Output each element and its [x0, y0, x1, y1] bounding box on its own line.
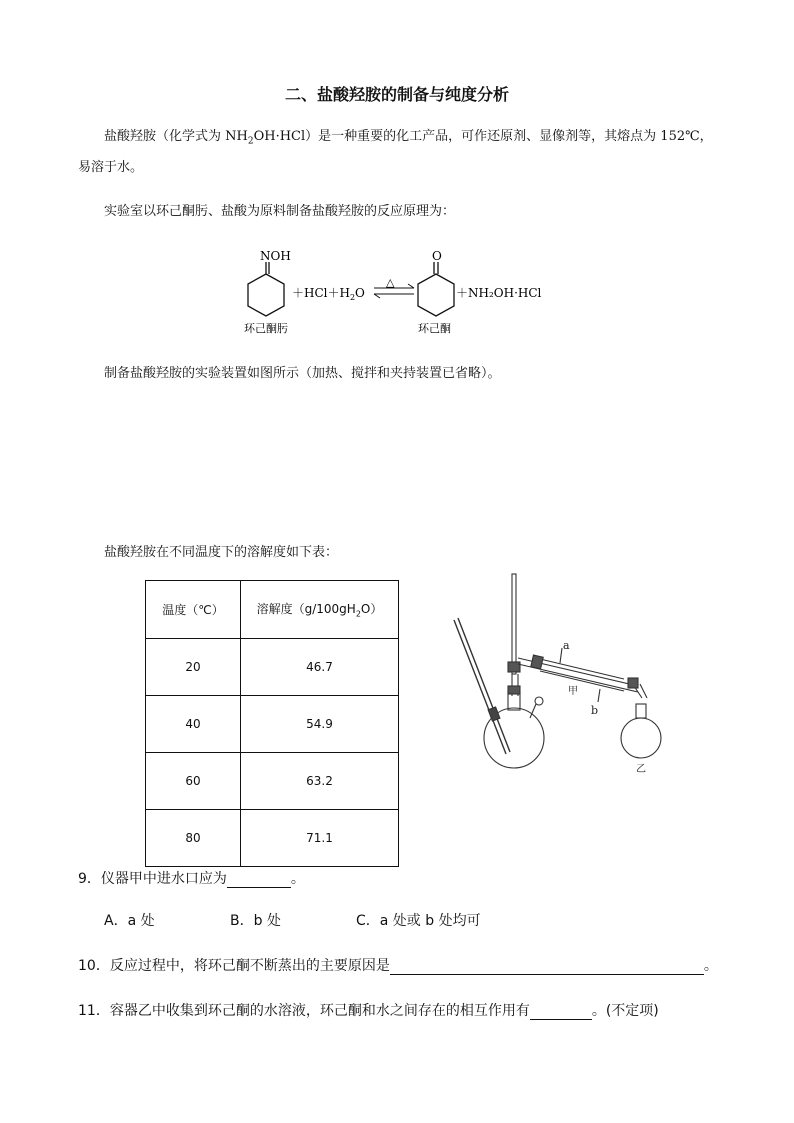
- product-group: O: [432, 249, 442, 263]
- question-11: [78, 1000, 659, 1020]
- intro-subscript: 2: [247, 136, 254, 147]
- receiver-flask-yi: [621, 718, 661, 758]
- reactant-ring: [248, 262, 284, 316]
- stopper: [535, 697, 543, 705]
- question-11-end: 。(不定项): [591, 1003, 659, 1019]
- cell-temp: 40: [146, 696, 241, 753]
- product-name: 环己酮: [418, 322, 451, 335]
- reagents-a: ＋HCl＋H: [292, 286, 350, 300]
- option-a[interactable]: A．a 处: [104, 913, 155, 929]
- table-header-row: [146, 581, 399, 639]
- cell-temp: 20: [146, 639, 241, 696]
- section-title: 二、盐酸羟胺的制备与纯度分析: [284, 85, 509, 104]
- option-c[interactable]: C．a 处或 b 处均可: [356, 913, 481, 929]
- reagents-b: O: [355, 286, 365, 300]
- label-yi: 乙: [636, 764, 646, 775]
- water-port-b: [598, 689, 600, 702]
- cell-temp: 80: [146, 810, 241, 867]
- cell-solubility: 71.1: [241, 810, 399, 867]
- reactant-name: 环己酮肟: [244, 322, 288, 335]
- option-b[interactable]: B．b 处: [230, 913, 281, 929]
- question-9-end: 。: [290, 871, 305, 887]
- header-solubility: [241, 581, 399, 639]
- question-10-text: 10．反应过程中，将环己酮不断蒸出的主要原因是: [78, 958, 390, 974]
- water-port-a: [560, 648, 562, 663]
- reagents-sub: 2: [349, 293, 356, 302]
- answer-blank-9[interactable]: [227, 871, 291, 888]
- reaction-condition: △: [386, 276, 395, 289]
- reagents: [292, 286, 365, 302]
- header-sol-b: O）: [360, 602, 383, 617]
- question-10: [78, 955, 718, 975]
- question-9: [78, 868, 305, 888]
- thermometer: [512, 574, 516, 674]
- question-11-text: 11．容器乙中收集到环己酮的水溶液，环己酮和水之间存在的相互作用有: [78, 1003, 530, 1019]
- table-row: [146, 810, 399, 867]
- solubility-table: [145, 580, 399, 867]
- label-b: b: [591, 704, 599, 717]
- intro-paragraph: [78, 124, 718, 181]
- header-temp: 温度（℃）: [146, 581, 241, 639]
- cell-solubility: 54.9: [241, 696, 399, 753]
- answer-blank-10[interactable]: [390, 958, 704, 975]
- reaction-scheme: [230, 244, 570, 340]
- apparatus-diagram: [448, 568, 668, 778]
- intro-text-a: 盐酸羟胺（化学式为 NH: [104, 129, 248, 144]
- cell-solubility: 63.2: [241, 753, 399, 810]
- table-row: [146, 639, 399, 696]
- header-sol-a: 溶解度（g/100gH: [256, 602, 356, 617]
- addition-tube: [454, 620, 506, 754]
- reactant-group: NOH: [260, 249, 291, 263]
- table-row: [146, 753, 399, 810]
- table-intro: 盐酸羟胺在不同温度下的溶解度如下表：: [104, 545, 339, 560]
- header-sol-sub: 2: [355, 609, 361, 619]
- question-9-text: 9．仪器甲中进水口应为: [78, 871, 227, 887]
- label-jia: 甲: [568, 686, 578, 697]
- byproduct: ＋NH₂OH·HCl: [456, 286, 542, 300]
- apparatus-note: 制备盐酸羟胺的实验装置如图所示（加热、搅拌和夹持装置已省略）。: [104, 366, 501, 381]
- intro-line2: 易溶于水。: [78, 159, 144, 175]
- reaction-intro: 实验室以环己酮肟、盐酸为原料制备盐酸羟胺的反应原理为：: [104, 204, 456, 219]
- question-10-end: 。: [703, 958, 718, 974]
- intro-text-b: OH·HCl）是一种重要的化工产品，可作还原剂、显像剂等，其熔点为 152℃，: [253, 129, 713, 144]
- table-row: [146, 696, 399, 753]
- product-ring: [418, 262, 454, 316]
- label-a: a: [563, 639, 570, 652]
- cell-temp: 60: [146, 753, 241, 810]
- answer-blank-11[interactable]: [530, 1003, 592, 1020]
- cell-solubility: 46.7: [241, 639, 399, 696]
